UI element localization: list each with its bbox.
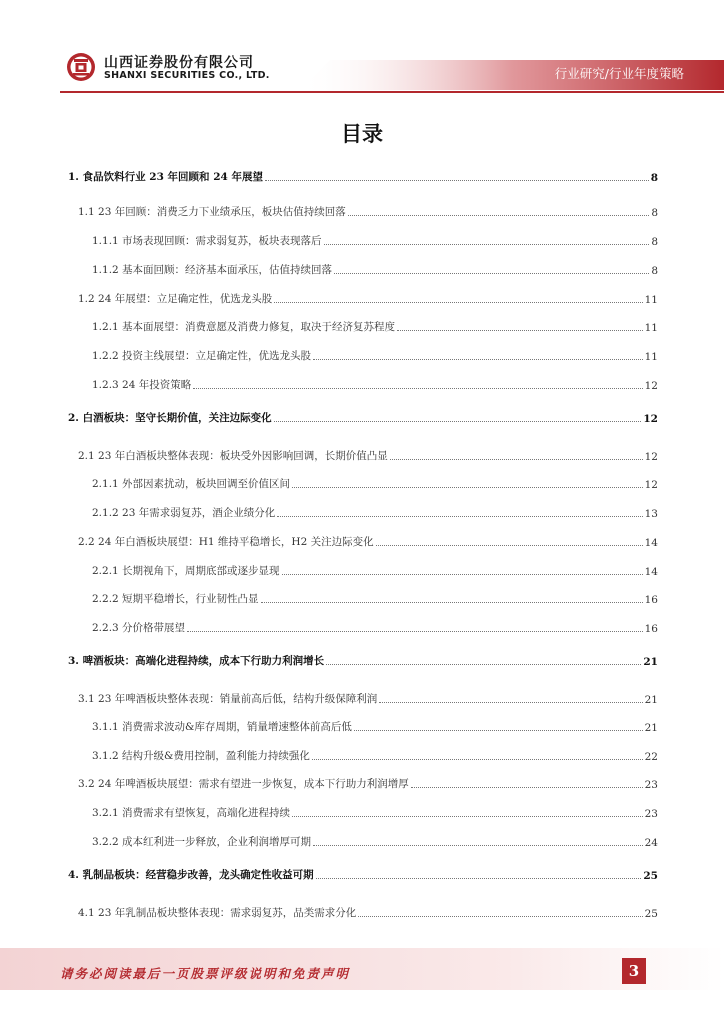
toc-entry[interactable] bbox=[78, 775, 658, 791]
toc-entry-label: 2.1.2 23 年需求弱复苏，酒企业绩分化 bbox=[92, 507, 276, 519]
toc-entry-label: 3. 啤酒板块：高端化进程持续，成本下行助力利润增长 bbox=[68, 655, 325, 667]
toc-entry[interactable] bbox=[78, 203, 658, 219]
toc-dot-leader bbox=[390, 458, 643, 460]
toc-entry-page: 8 bbox=[651, 265, 658, 277]
toc-entry-page: 21 bbox=[643, 656, 658, 668]
page-number: 3 bbox=[622, 958, 646, 984]
toc-entry-label: 1.1 23 年回顾：消费乏力下业绩承压，板块估值持续回落 bbox=[78, 206, 346, 218]
company-name-cn: 山西证券股份有限公司 bbox=[104, 55, 254, 71]
toc-entry[interactable] bbox=[78, 690, 658, 706]
toc-entry[interactable] bbox=[92, 833, 658, 849]
toc-entry[interactable] bbox=[92, 562, 658, 578]
toc-entry-page: 25 bbox=[644, 908, 658, 920]
toc-entry-label: 1.1.1 市场表现回顾：需求弱复苏，板块表现落后 bbox=[92, 235, 322, 247]
toc-entry-label: 2. 白酒板块：坚守长期价值，关注边际变化 bbox=[68, 412, 272, 424]
toc-dot-leader bbox=[274, 301, 642, 303]
toc-entry-label: 2.1.1 外部因素扰动，板块回调至价值区间 bbox=[92, 478, 291, 490]
toc-entry[interactable] bbox=[92, 232, 658, 248]
toc-entry-page: 12 bbox=[644, 380, 658, 392]
page-header bbox=[0, 0, 724, 92]
toc-entry-page: 23 bbox=[644, 808, 658, 820]
toc-entry[interactable] bbox=[92, 590, 658, 606]
toc-entry-page: 11 bbox=[644, 322, 658, 334]
toc-entry-page: 16 bbox=[644, 594, 658, 606]
report-type-label: 行业研究/行业年度策略 bbox=[554, 66, 684, 81]
toc-entry[interactable] bbox=[92, 619, 658, 635]
toc-entry[interactable] bbox=[78, 447, 658, 463]
toc-entry-page: 13 bbox=[644, 508, 658, 520]
toc-entry-page: 21 bbox=[644, 722, 658, 734]
toc-entry-label: 3.1 23 年啤酒板块整体表现：销量前高后低，结构升级保障利润 bbox=[78, 693, 378, 705]
toc-entry[interactable] bbox=[92, 718, 658, 734]
toc-entry-label: 2.2.2 短期平稳增长，行业韧性凸显 bbox=[92, 593, 259, 605]
toc-entry-page: 11 bbox=[644, 351, 658, 363]
toc-entry-label: 1.2.2 投资主线展望：立足确定性，优选龙头股 bbox=[92, 350, 312, 362]
toc-dot-leader bbox=[326, 663, 641, 665]
toc-entry[interactable] bbox=[92, 475, 658, 491]
toc-entry[interactable] bbox=[92, 376, 658, 392]
toc-entry[interactable] bbox=[78, 290, 658, 306]
toc-entry[interactable] bbox=[92, 747, 658, 763]
toc-entry-label: 2.2.3 分价格带展望 bbox=[92, 622, 186, 634]
toc-dot-leader bbox=[334, 272, 649, 274]
toc-entry-label: 1.2 24 年展望：立足确定性，优选龙头股 bbox=[78, 293, 273, 305]
toc-entry-label: 2.2 24 年白酒板块展望：H1 维持平稳增长，H2 关注边际变化 bbox=[78, 536, 374, 548]
toc-dot-leader bbox=[312, 758, 643, 760]
toc-dot-leader bbox=[282, 573, 643, 575]
toc-dot-leader bbox=[292, 486, 643, 488]
toc-entry-label: 4. 乳制品板块：经营稳步改善，龙头确定性收益可期 bbox=[68, 869, 314, 881]
toc-entry[interactable] bbox=[68, 652, 658, 668]
toc-entry-page: 25 bbox=[643, 870, 658, 882]
toc-entry[interactable] bbox=[68, 168, 658, 184]
toc-dot-leader bbox=[277, 515, 642, 517]
toc-dot-leader bbox=[313, 358, 643, 360]
toc-entry-label: 3.1.2 结构升级&费用控制，盈利能力持续强化 bbox=[92, 750, 310, 762]
toc-entry-label: 1. 食品饮料行业 23 年回顾和 24 年展望 bbox=[68, 171, 263, 183]
toc-entry-page: 8 bbox=[651, 236, 658, 248]
company-name-en: SHANXI SECURITIES CO., LTD. bbox=[104, 70, 270, 81]
toc-entry[interactable] bbox=[68, 409, 658, 425]
toc-entry-page: 16 bbox=[644, 623, 658, 635]
toc-entry-page: 23 bbox=[644, 779, 658, 791]
disclaimer-text: 请务必阅读最后一页股票评级说明和免责声明 bbox=[60, 966, 351, 981]
toc-dot-leader bbox=[379, 701, 642, 703]
toc-entry-label: 2.2.1 长期视角下，周期底部或逐步显现 bbox=[92, 565, 280, 577]
toc-title: 目录 bbox=[341, 122, 383, 146]
toc-entry-label: 1.2.1 基本面展望：消费意愿及消费力修复，取决于经济复苏程度 bbox=[92, 321, 396, 333]
toc-dot-leader bbox=[313, 844, 643, 846]
toc-entry-page: 21 bbox=[644, 694, 658, 706]
toc-entry-page: 12 bbox=[644, 451, 658, 463]
header-rule bbox=[60, 91, 724, 93]
toc-dot-leader bbox=[316, 877, 642, 879]
toc-dot-leader bbox=[348, 214, 650, 216]
toc-entry[interactable] bbox=[92, 261, 658, 277]
toc-dot-leader bbox=[274, 420, 642, 422]
toc-entry-label: 1.1.2 基本面回顾：经济基本面承压，估值持续回落 bbox=[92, 264, 333, 276]
toc-entry-page: 14 bbox=[644, 566, 658, 578]
toc-entry-label: 3.2.1 消费需求有望恢复，高端化进程持续 bbox=[92, 807, 291, 819]
toc-entry-label: 2.1 23 年白酒板块整体表现：板块受外因影响回调，长期价值凸显 bbox=[78, 450, 388, 462]
toc-entry[interactable] bbox=[78, 533, 658, 549]
toc-dot-leader bbox=[376, 544, 643, 546]
toc-entry-page: 8 bbox=[650, 172, 658, 184]
toc-entry-page: 11 bbox=[644, 294, 658, 306]
toc-entry-label: 3.1.1 消费需求波动&库存周期，销量增速整体前高后低 bbox=[92, 721, 352, 733]
toc-entry[interactable] bbox=[92, 804, 658, 820]
toc-entry-label: 3.2 24 年啤酒板块展望：需求有望进一步恢复，成本下行助力利润增厚 bbox=[78, 778, 409, 790]
toc-dot-leader bbox=[261, 601, 643, 603]
toc-entry-page: 22 bbox=[644, 751, 658, 763]
toc-entry[interactable] bbox=[92, 347, 658, 363]
toc-entry[interactable] bbox=[68, 866, 658, 882]
toc-entry-label: 3.2.2 成本红利进一步释放，企业利润增厚可期 bbox=[92, 836, 312, 848]
toc-dot-leader bbox=[354, 729, 643, 731]
toc-dot-leader bbox=[397, 329, 643, 331]
toc-dot-leader bbox=[324, 243, 650, 245]
toc-entry-label: 1.2.3 24 年投资策略 bbox=[92, 379, 192, 391]
toc-entry[interactable] bbox=[92, 504, 658, 520]
toc-entry-page: 24 bbox=[644, 837, 658, 849]
toc-dot-leader bbox=[358, 915, 642, 917]
toc-dot-leader bbox=[292, 815, 643, 817]
toc-entry[interactable] bbox=[78, 904, 658, 920]
toc-dot-leader bbox=[265, 179, 649, 181]
toc-entry[interactable] bbox=[92, 318, 658, 334]
toc-entry-page: 12 bbox=[644, 479, 658, 491]
toc-entry-label: 4.1 23 年乳制品板块整体表现：需求弱复苏，品类需求分化 bbox=[78, 907, 357, 919]
toc-entry-page: 14 bbox=[644, 537, 658, 549]
toc-entry-page: 12 bbox=[643, 413, 658, 425]
toc-entry-page: 8 bbox=[651, 207, 658, 219]
toc-dot-leader bbox=[187, 630, 643, 632]
toc-dot-leader bbox=[411, 786, 643, 788]
toc-dot-leader bbox=[193, 387, 642, 389]
